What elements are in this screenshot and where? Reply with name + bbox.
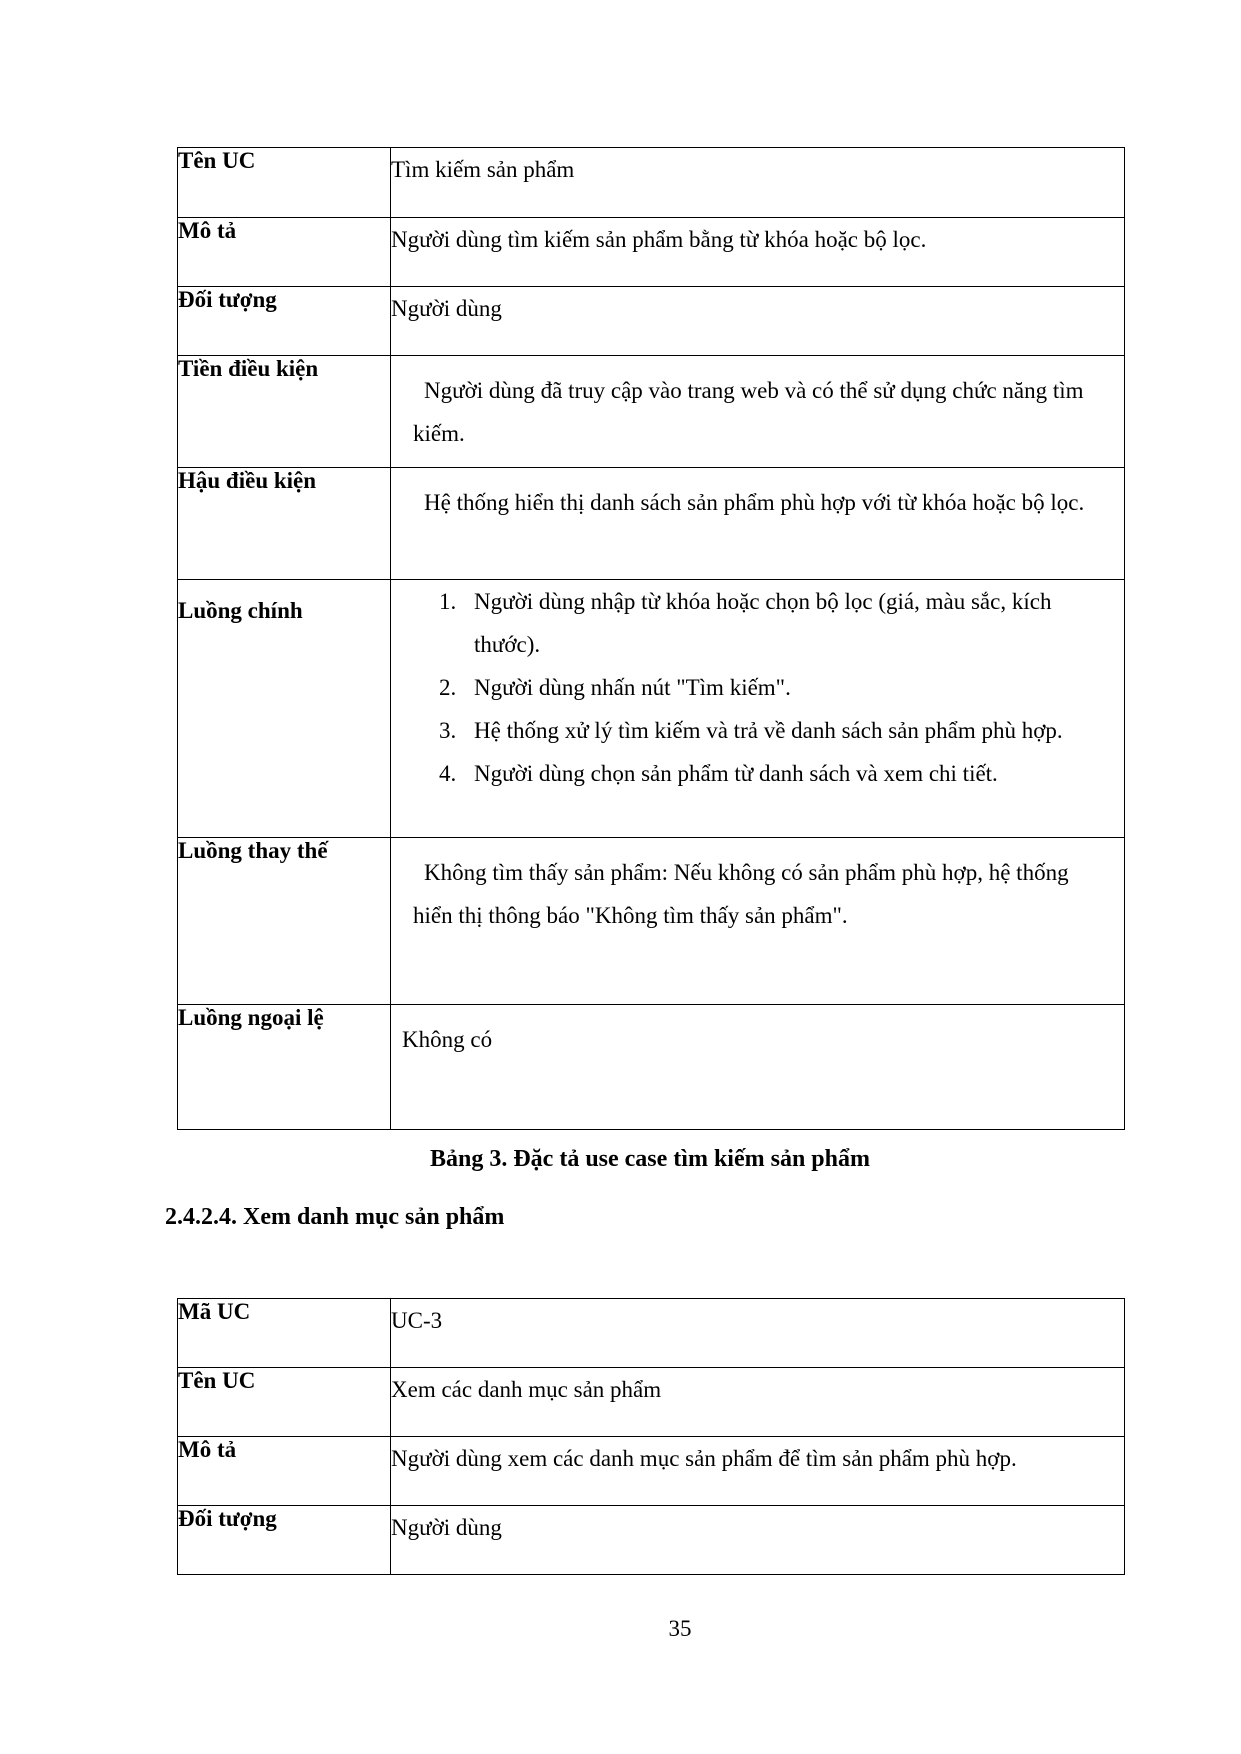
row-value: Hệ thống hiển thị danh sách sản phẩm phù hợp với từ khóa hoặc bộ lọc. <box>391 468 1125 580</box>
step-number: 2. <box>439 675 457 700</box>
row-label: Luồng chính <box>178 580 391 838</box>
row-label: Luồng thay thế <box>178 838 391 1005</box>
list-item <box>391 580 1108 666</box>
list-item <box>391 709 1108 752</box>
row-label: Đối tượng <box>178 287 391 356</box>
row-label: Tiền điều kiện <box>178 356 391 468</box>
use-case-table-categories <box>177 1298 1125 1575</box>
row-value: Người dùng xem các danh mục sản phẩm để tìm sản phẩm phù hợp. <box>391 1437 1125 1506</box>
table-row <box>178 1437 1125 1506</box>
table-row <box>178 468 1125 580</box>
row-value: Người dùng đã truy cập vào trang web và có thể sử dụng chức năng tìm kiếm. <box>391 356 1125 468</box>
step-number: 3. <box>439 718 457 743</box>
table-row <box>178 148 1125 218</box>
row-value: UC-3 <box>391 1299 1125 1368</box>
table-row <box>178 580 1125 838</box>
row-label: Mã UC <box>178 1299 391 1368</box>
step-text: Người dùng nhập từ khóa hoặc chọn bộ lọc (giá, màu sắc, kích thước). <box>474 589 1052 657</box>
list-item <box>391 752 1108 795</box>
row-label: Hậu điều kiện <box>178 468 391 580</box>
table-row <box>178 1368 1125 1437</box>
step-number: 4. <box>439 761 457 786</box>
row-label: Tên UC <box>178 1368 391 1437</box>
table-row <box>178 356 1125 468</box>
row-label: Mô tả <box>178 218 391 287</box>
main-flow-cell <box>391 580 1125 838</box>
row-value: Xem các danh mục sản phẩm <box>391 1368 1125 1437</box>
row-value: Người dùng <box>391 1506 1125 1575</box>
step-text: Hệ thống xử lý tìm kiếm và trả về danh sách sản phẩm phù hợp. <box>474 718 1063 743</box>
table-row <box>178 287 1125 356</box>
table-caption: Bảng 3. Đặc tả use case tìm kiếm sản phẩm <box>429 1146 870 1172</box>
row-label: Tên UC <box>178 148 391 218</box>
table-row <box>178 1299 1125 1368</box>
step-text: Người dùng chọn sản phẩm từ danh sách và xem chi tiết. <box>474 761 998 786</box>
row-label: Đối tượng <box>178 1506 391 1575</box>
list-item <box>391 666 1108 709</box>
use-case-table-search <box>177 147 1125 1130</box>
table-row <box>178 838 1125 1005</box>
table-row <box>178 1506 1125 1575</box>
row-value: Không có <box>391 1005 1125 1130</box>
step-number: 1. <box>439 589 457 614</box>
row-label: Mô tả <box>178 1437 391 1506</box>
row-value: Không tìm thấy sản phẩm: Nếu không có sản phẩm phù hợp, hệ thống hiển thị thông báo "Không tìm thấy sản phẩm". <box>391 838 1125 1005</box>
row-value: Người dùng <box>391 287 1125 356</box>
row-value: Người dùng tìm kiếm sản phẩm bằng từ khóa hoặc bộ lọc. <box>391 218 1125 287</box>
section-heading: 2.4.2.4. Xem danh mục sản phẩm <box>165 1204 505 1230</box>
step-text: Người dùng nhấn nút "Tìm kiếm". <box>474 675 791 700</box>
table-row <box>178 1005 1125 1130</box>
row-value: Tìm kiếm sản phẩm <box>391 148 1125 218</box>
row-label: Luồng ngoại lệ <box>178 1005 391 1130</box>
table-row <box>178 218 1125 287</box>
page-number: 35 <box>668 1616 692 1641</box>
main-flow-steps <box>391 580 1124 795</box>
